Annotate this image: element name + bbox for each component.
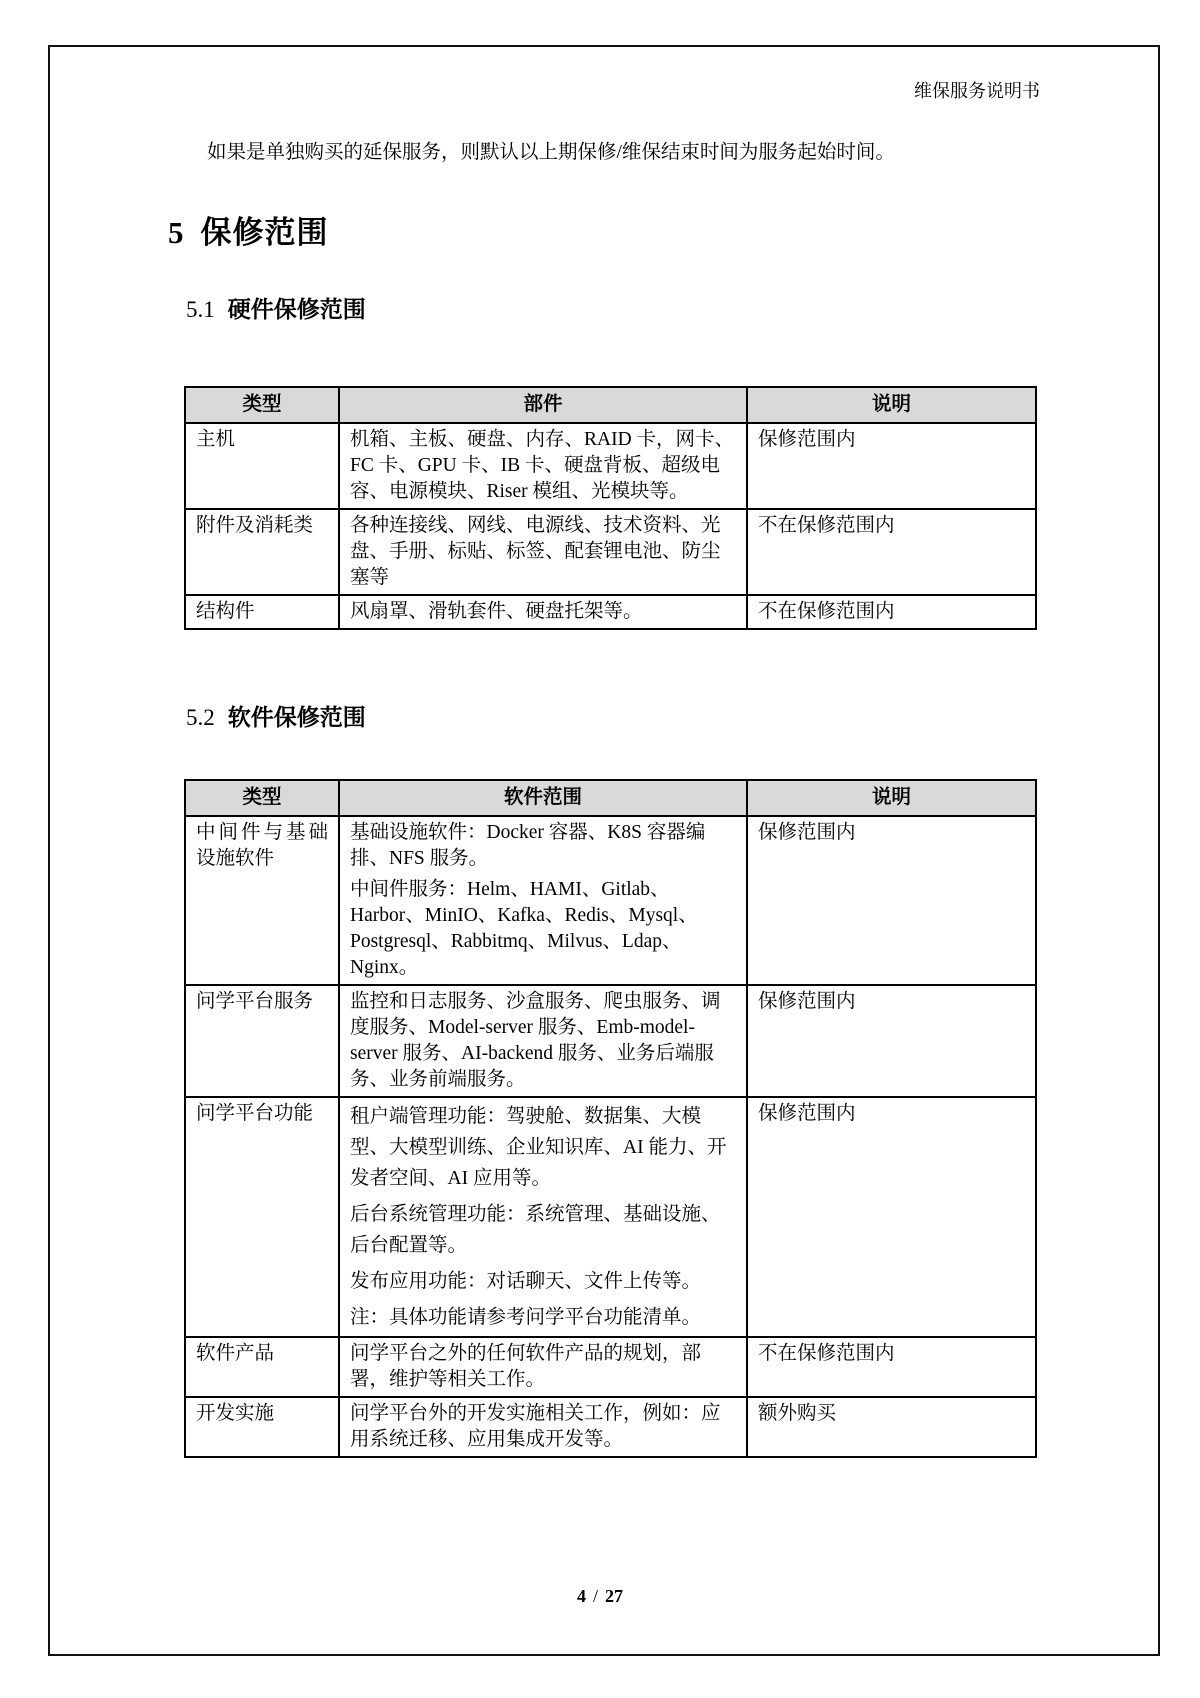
- cell-parts: [339, 423, 747, 509]
- cell-parts: [339, 509, 747, 595]
- page-number-footer: [0, 1586, 1200, 1607]
- table-row: [185, 816, 1036, 985]
- cell-paragraph: 问学平台外的开发实施相关工作，例如：应用系统迁移、应用集成开发等。: [350, 1403, 721, 1450]
- page-number-separator: /: [592, 1586, 598, 1606]
- cell-type: 附件及消耗类: [185, 509, 339, 595]
- subsection-heading-hardware-scope: [186, 295, 366, 324]
- table-row: [185, 1337, 1036, 1397]
- column-header-type: 类型: [185, 780, 339, 816]
- column-header-software-scope: 软件范围: [339, 780, 747, 816]
- cell-paragraph: 风扇罩、滑轨套件、硬盘托架等。: [350, 601, 643, 622]
- intro-paragraph: 如果是单独购买的延保服务，则默认以上期保修/维保结束时间为服务起始时间。: [207, 142, 895, 163]
- cell-paragraph: 机箱、主板、硬盘、内存、RAID 卡，网卡、FC 卡、GPU 卡、IB 卡、硬盘背板、超级电容、电源模块、Riser 模组、光模块等。: [350, 429, 735, 502]
- cell-type: 中间件与基础设施软件: [185, 816, 339, 985]
- table-row: [185, 509, 1036, 595]
- cell-note: 额外购买: [747, 1397, 1036, 1457]
- cell-paragraph: 基础设施软件：Docker 容器、K8S 容器编排、NFS 服务。: [350, 822, 706, 869]
- cell-parts: [339, 1337, 747, 1397]
- subsection-heading-software-scope: [186, 703, 366, 732]
- cell-parts: [339, 816, 747, 985]
- cell-type: 结构件: [185, 595, 339, 629]
- cell-paragraph: 注：具体功能请参考问学平台功能清单。: [350, 1307, 702, 1328]
- cell-paragraph: 各种连接线、网线、电源线、技术资料、光盘、手册、标贴、标签、配套锂电池、防尘塞等: [350, 515, 721, 588]
- table-row: [185, 595, 1036, 629]
- table-row: [185, 985, 1036, 1097]
- cell-type: 主机: [185, 423, 339, 509]
- cell-type: 问学平台功能: [185, 1097, 339, 1337]
- subsection-number: 5.2: [186, 705, 215, 730]
- cell-paragraph: 问学平台之外的任何软件产品的规划，部署，维护等相关工作。: [350, 1343, 702, 1390]
- subsection-title: 软件保修范围: [227, 704, 366, 730]
- cell-paragraph: 后台系统管理功能：系统管理、基础设施、后台配置等。: [350, 1204, 721, 1256]
- cell-paragraph: 监控和日志服务、沙盒服务、爬虫服务、调度服务、Model-server 服务、Emb-model-server 服务、AI-backend 服务、业务后端服务、业务前端服务。: [350, 991, 721, 1090]
- cell-parts: [339, 1397, 747, 1457]
- column-header-note: 说明: [747, 387, 1036, 423]
- cell-parts: [339, 595, 747, 629]
- table-row: [185, 1397, 1036, 1457]
- table-header-row: [185, 780, 1036, 816]
- cell-parts: [339, 1097, 747, 1337]
- cell-note: 不在保修范围内: [747, 509, 1036, 595]
- cell-paragraph: 中间件服务：Helm、HAMI、Gitlab、Harbor、MinIO、Kafka、Redis、Mysql、Postgresql、Rabbitmq、Milvus、Ldap、Nginx。: [350, 879, 698, 978]
- table-row: [185, 1097, 1036, 1337]
- cell-note: 不在保修范围内: [747, 595, 1036, 629]
- current-page-number: 4: [576, 1586, 586, 1606]
- cell-type: 问学平台服务: [185, 985, 339, 1097]
- cell-paragraph: 发布应用功能：对话聊天、文件上传等。: [350, 1271, 702, 1292]
- cell-type: 开发实施: [185, 1397, 339, 1457]
- section-title: 保修范围: [200, 215, 329, 250]
- cell-note: 保修范围内: [747, 985, 1036, 1097]
- hardware-warranty-table: [184, 386, 1037, 630]
- cell-note: 保修范围内: [747, 816, 1036, 985]
- section-number: 5: [168, 215, 185, 250]
- cell-note: 保修范围内: [747, 423, 1036, 509]
- document-header-title: 维保服务说明书: [914, 81, 1040, 101]
- cell-paragraph: 租户端管理功能：驾驶舱、数据集、大模型、大模型训练、企业知识库、AI 能力、开发者空间、AI 应用等。: [350, 1106, 727, 1189]
- column-header-parts: 部件: [339, 387, 747, 423]
- subsection-number: 5.1: [186, 297, 215, 322]
- table-row: [185, 423, 1036, 509]
- section-heading-warranty-scope: [168, 215, 329, 251]
- cell-type: 软件产品: [185, 1337, 339, 1397]
- cell-note: 不在保修范围内: [747, 1337, 1036, 1397]
- table-header-row: [185, 387, 1036, 423]
- total-page-count: 27: [605, 1586, 623, 1606]
- column-header-type: 类型: [185, 387, 339, 423]
- subsection-title: 硬件保修范围: [227, 296, 366, 322]
- column-header-note: 说明: [747, 780, 1036, 816]
- cell-note: 保修范围内: [747, 1097, 1036, 1337]
- cell-parts: [339, 985, 747, 1097]
- software-warranty-table: [184, 779, 1037, 1458]
